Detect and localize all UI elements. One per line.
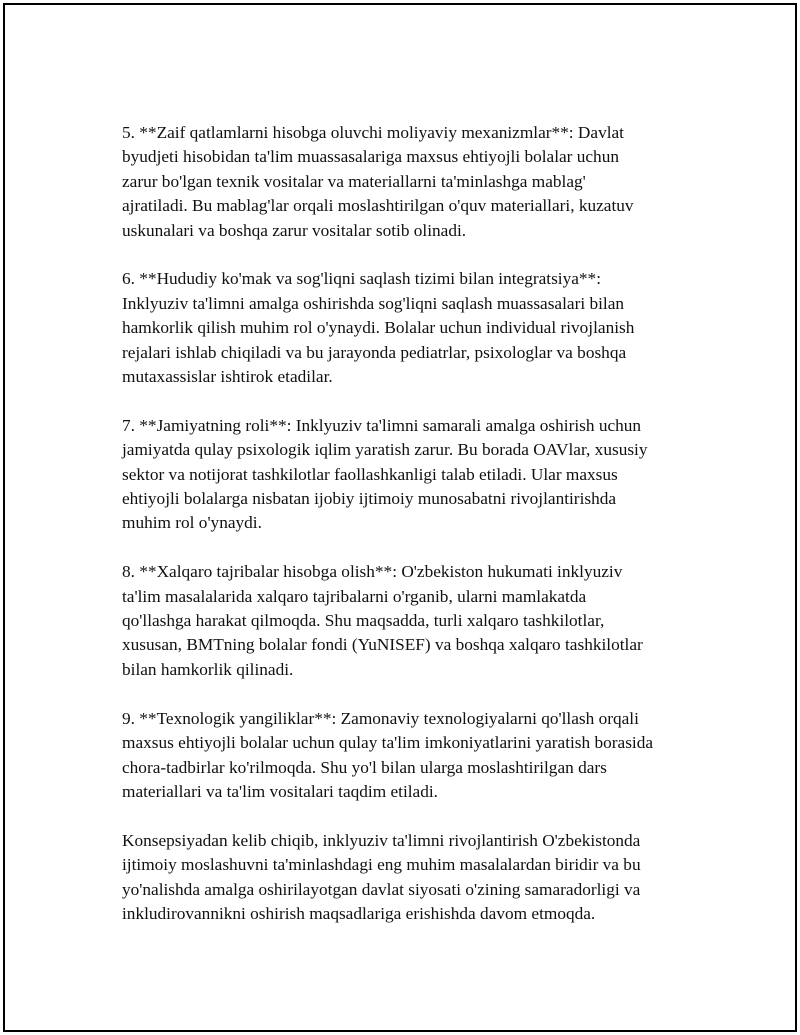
- paragraph-international-experience: 8. **Xalqaro tajribalar hisobga olish**: O'zbekiston hukumati inklyuziv ta'lim masalalarida xalqaro tajribalarni o'rganib, ularni mamlakatda qo'llashga harakat qilmoqda. Shu maqsadda, turli xalqaro tashkilotlar, xususan, BMTning bolalar fondi (YuNISEF) va boshqa xalqaro tashkilotlar bilan hamkorlik qilinadi.: [122, 562, 643, 679]
- paragraph-financial-mechanisms: 5. **Zaif qatlamlarni hisobga oluvchi moliyaviy mexanizmlar**: Davlat byudjeti hisobidan ta'lim muassasalariga maxsus ehtiyojli bolalar uchun zarur bo'lgan texnik vositalar va materiallarni ta'minlashga mablag' ajratiladi. Bu mablag'lar orqali moslashtirilgan o'quv materiallari, kuzatuv uskunalari va boshqa zarur vositalar sotib olinadi.: [122, 123, 634, 240]
- paragraph-technological-innovations: 9. **Texnologik yangiliklar**: Zamonaviy texnologiyalarni qo'llash orqali maxsus ehtiyojli bolalar uchun qulay ta'lim imkoniyatlarini yaratish borasida chora-tadbirlar ko'rilmoqda. Shu yo'l bilan ularga moslashtirilgan dars materiallari va ta'lim vositalari taqdim etiladi.: [122, 708, 654, 801]
- paragraph-conclusion: Konsepsiyadan kelib chiqib, inklyuziv ta'limni rivojlantirish O'zbekistonda ijtimoiy moslashuvni ta'minlashdagi eng muhim masalalardan biridir va bu yo'nalishda amalga oshirilayotgan davlat siyosati o'zining samaradorligi va inkludirovannikni oshirish maqsadlariga erishishda davom etmoqda.: [122, 830, 641, 923]
- document-body: [122, 121, 702, 951]
- page-frame: [3, 3, 797, 1032]
- paragraph-society-role: 7. **Jamiyatning roli**: Inklyuziv ta'limni samarali amalga oshirish uchun jamiyatda qulay psixologik iqlim yaratish zarur. Bu borada OAVlar, xususiy sektor va notijorat tashkilotlar faollashkanligi talab etiladi. Ular maxsus ehtiyojli bolalarga nisbatan ijobiy ijtimoiy munosabatni rivojlantirishda muhim rol o'ynaydi.: [122, 415, 648, 533]
- paragraph-health-integration: 6. **Hududiy ko'mak va sog'liqni saqlash tizimi bilan integratsiya**: Inklyuziv ta'limni amalga oshirishda sog'liqni saqlash muassasalari bilan hamkorlik qilish muhim rol o'ynaydi. Bolalar uchun individual rivojlanish rejalari ishlab chiqiladi va bu jarayonda pediatrlar, psixologlar va boshqa mutaxassislar ishtirok etadilar.: [122, 269, 635, 387]
